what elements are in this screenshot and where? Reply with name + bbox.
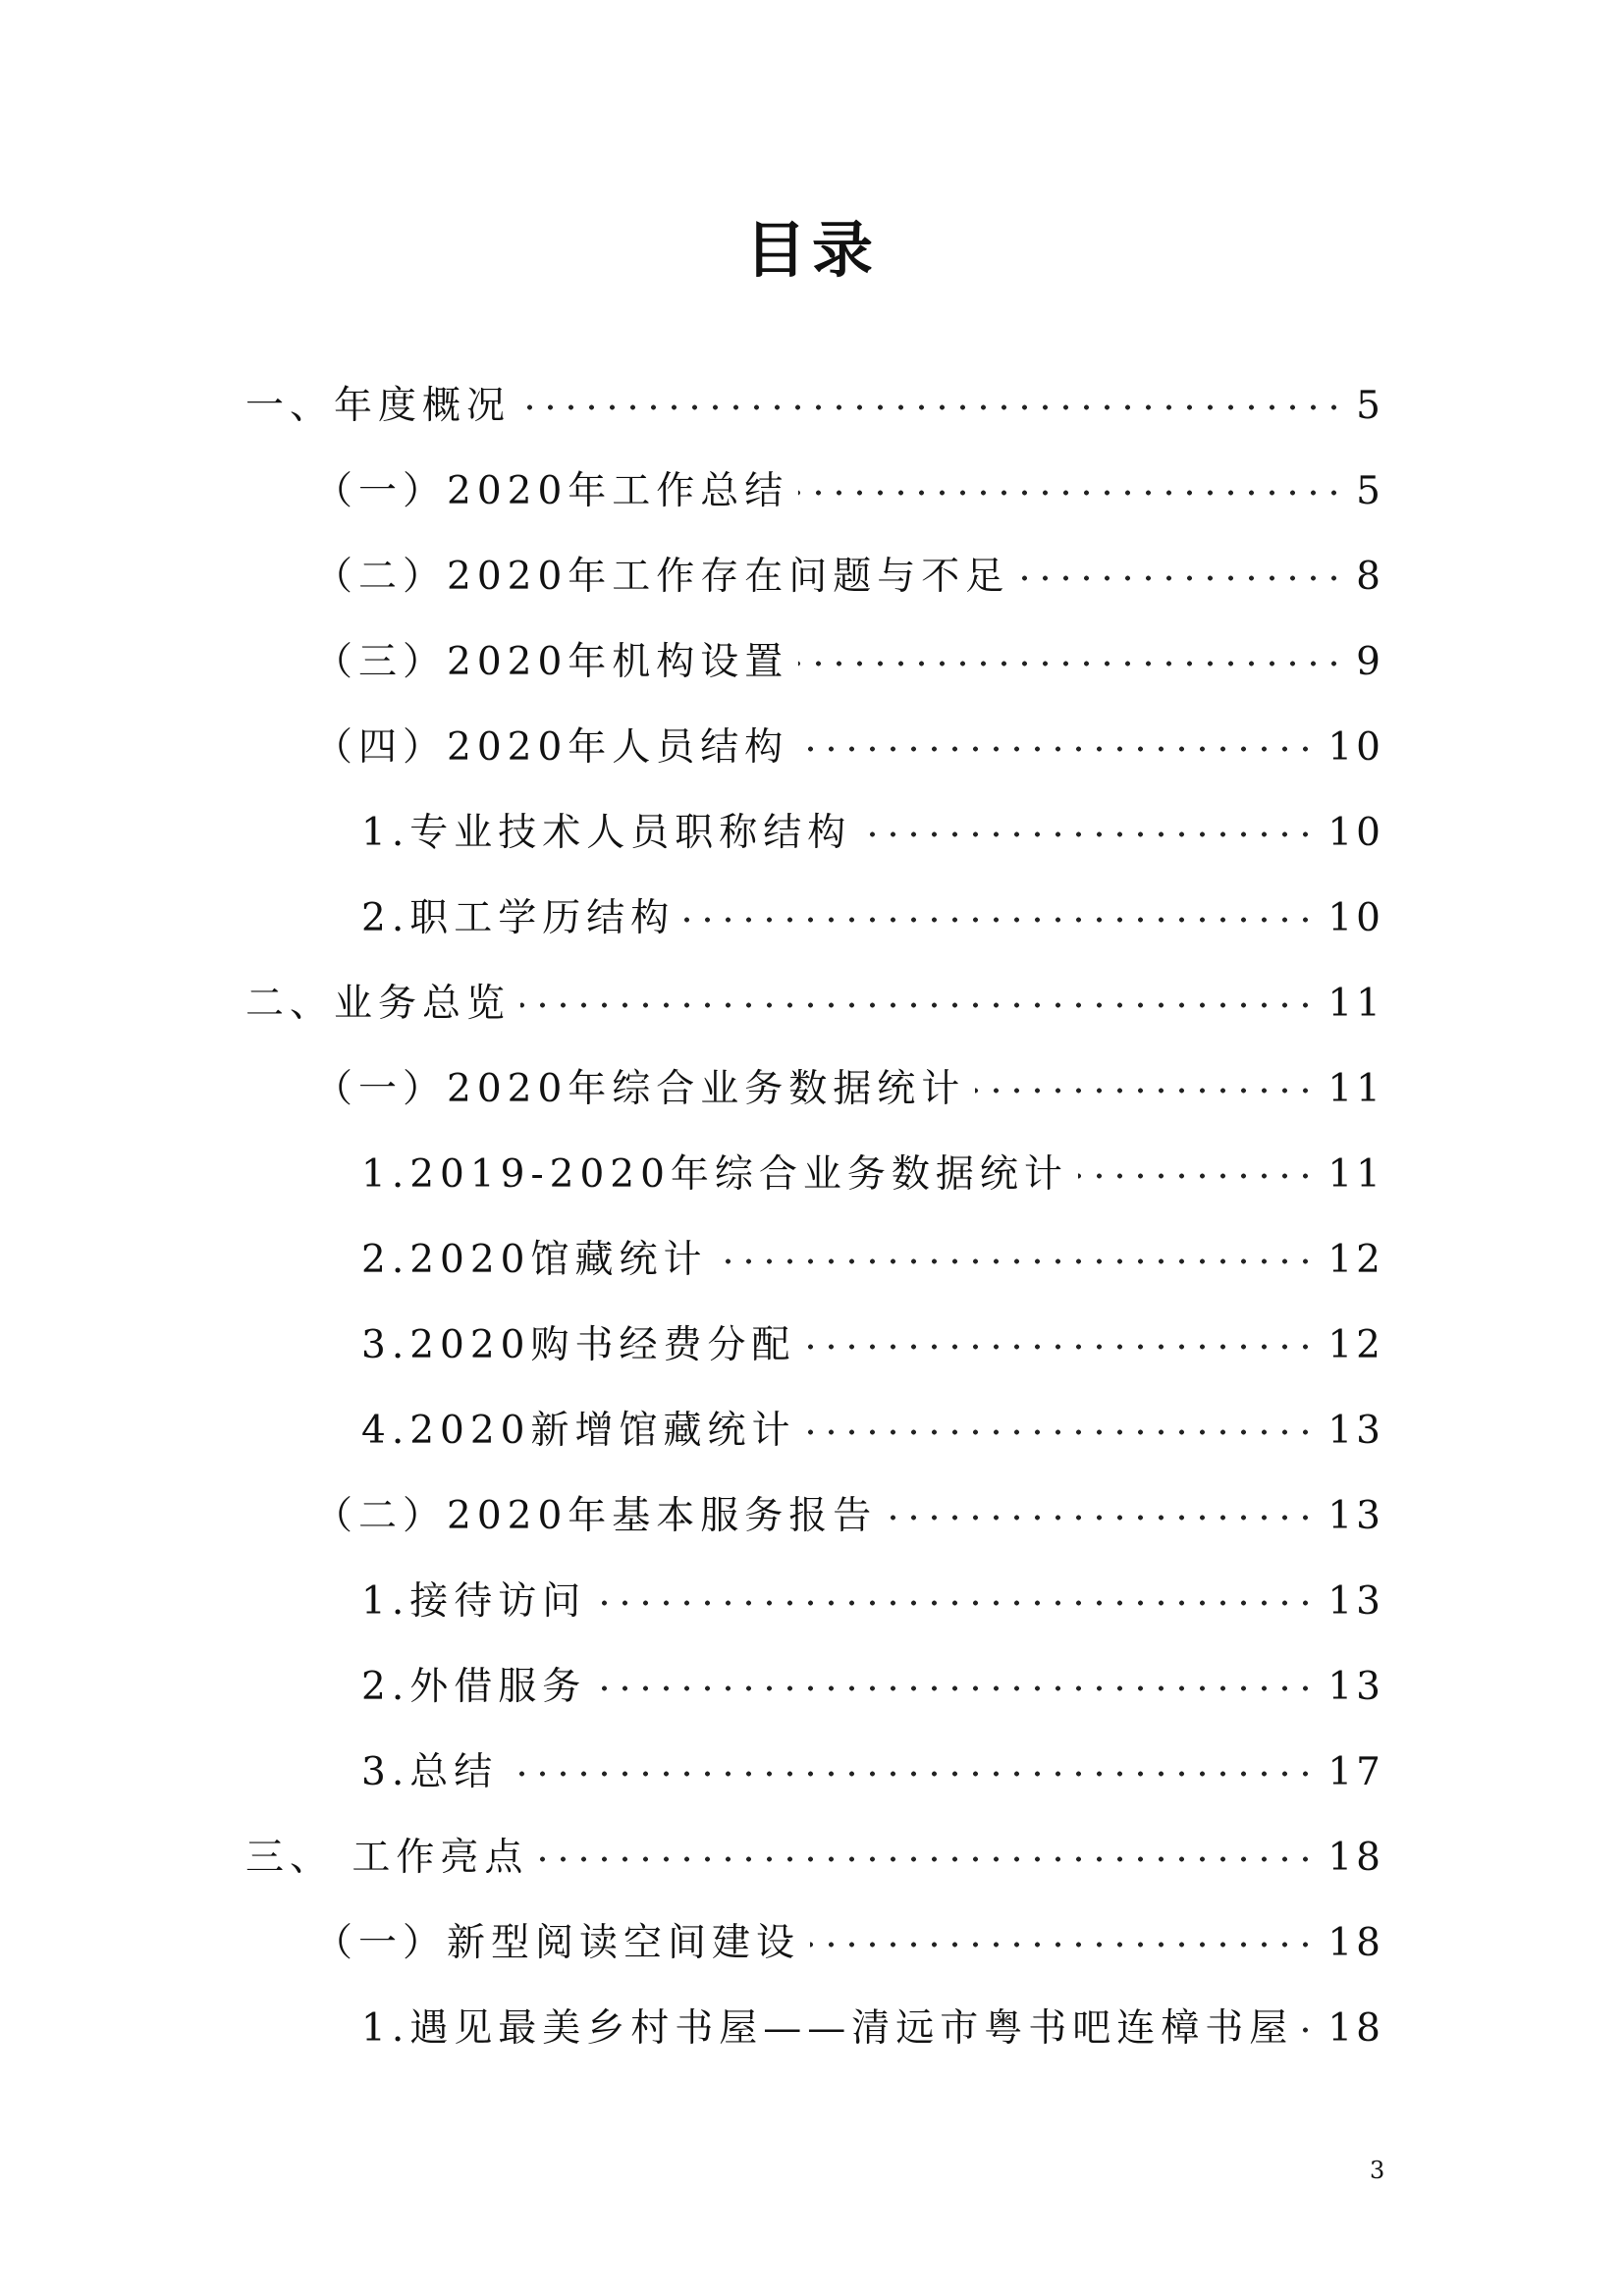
toc-entry-page: 13: [1327, 1579, 1384, 1624]
toc-entry[interactable]: [0, 2000, 1624, 2058]
toc-entry-text: 2.2020馆藏统计: [361, 1238, 708, 1282]
toc-entry-text: 1.2019-2020年综合业务数据统计: [361, 1152, 1068, 1197]
toc-entry[interactable]: [0, 462, 1624, 521]
toc-leader-dots: [684, 909, 1316, 931]
toc-entry[interactable]: [0, 719, 1624, 777]
toc-entry-page: 17: [1327, 1750, 1384, 1794]
toc-entry-page: 10: [1327, 896, 1384, 940]
toc-entry-page: 18: [1327, 1836, 1384, 1880]
toc-entry-page: 10: [1327, 811, 1384, 855]
toc-leader-dots: [975, 1080, 1316, 1101]
toc-entry-page: 5: [1356, 469, 1384, 513]
toc-leader-dots: [861, 824, 1316, 845]
toc-entry-text: （三）2020年机构设置: [314, 640, 789, 684]
toc-entry-text: 2.外借服务: [361, 1665, 587, 1709]
toc-entry[interactable]: [0, 1829, 1624, 1888]
toc-entry-text: 4.2020新增馆藏统计: [361, 1409, 796, 1453]
toc-entry-page: 11: [1327, 1152, 1384, 1197]
toc-entry[interactable]: [0, 1146, 1624, 1204]
toc-entry-text: 3.总结: [361, 1750, 499, 1794]
toc-leader-dots: [717, 1251, 1316, 1272]
toc-entry-page: 18: [1327, 2006, 1384, 2051]
toc-entry[interactable]: [0, 1743, 1624, 1802]
toc-entry-text: 1.遇见最美乡村书屋——清远市粤书吧连樟书屋: [361, 2006, 1294, 2051]
toc-leader-dots: [887, 1507, 1316, 1528]
toc-entry-page: 13: [1327, 1665, 1384, 1709]
toc-entry-text: （一）新型阅读空间建设: [314, 1921, 801, 1965]
toc-entry-text: （一）2020年综合业务数据统计: [314, 1067, 966, 1111]
toc-entry-text: 1.专业技术人员职称结构: [361, 811, 852, 855]
toc-entry-text: 三、 工作亮点: [245, 1836, 529, 1880]
toc-entry-page: 11: [1327, 982, 1384, 1026]
toc-leader-dots: [508, 1763, 1316, 1785]
toc-entry-text: （二）2020年工作存在问题与不足: [314, 555, 1010, 599]
page-number: 3: [1370, 2157, 1385, 2184]
page-title: 目录: [744, 214, 879, 286]
toc-entry-text: 1.接待访问: [361, 1579, 587, 1624]
toc-entry[interactable]: [0, 1402, 1624, 1461]
toc-entry-page: 10: [1327, 725, 1384, 770]
toc-entry-text: （一）2020年工作总结: [314, 469, 789, 513]
toc-leader-dots: [520, 397, 1344, 418]
toc-entry-page: 11: [1327, 1067, 1384, 1111]
toc-entry-page: 12: [1327, 1323, 1384, 1367]
toc-entry-page: 5: [1356, 384, 1384, 428]
toc-leader-dots: [1078, 1165, 1316, 1187]
toc-entry[interactable]: [0, 1573, 1624, 1631]
toc-entry-text: 二、业务总览: [245, 982, 512, 1026]
toc-entry-page: 12: [1327, 1238, 1384, 1282]
toc-entry[interactable]: [0, 377, 1624, 436]
toc-entry[interactable]: [0, 1487, 1624, 1546]
toc-leader-dots: [805, 1421, 1316, 1443]
toc-entry-text: 一、年度概况: [245, 384, 512, 428]
toc-entry-text: 2.职工学历结构: [361, 896, 676, 940]
toc-entry-text: （四）2020年人员结构: [314, 725, 789, 770]
toc-entry[interactable]: [0, 975, 1624, 1034]
toc-entry[interactable]: [0, 1658, 1624, 1717]
toc-leader-dots: [798, 653, 1344, 674]
toc-entry-text: （二）2020年基本服务报告: [314, 1494, 878, 1538]
toc-entry-page: 9: [1356, 640, 1384, 684]
toc-entry[interactable]: [0, 889, 1624, 948]
toc-entry-page: 13: [1327, 1409, 1384, 1453]
toc-leader-dots: [798, 482, 1344, 504]
toc-entry[interactable]: [0, 1231, 1624, 1290]
toc-leader-dots: [805, 1336, 1316, 1358]
toc-entry-text: 3.2020购书经费分配: [361, 1323, 796, 1367]
toc-entry-page: 8: [1356, 555, 1384, 599]
toc-leader-dots: [596, 1678, 1316, 1699]
toc-leader-dots: [596, 1592, 1316, 1614]
toc-leader-dots: [538, 1848, 1316, 1870]
toc-entry[interactable]: [0, 1316, 1624, 1375]
toc-leader-dots: [810, 1934, 1316, 1955]
toc-leader-dots: [1019, 567, 1344, 589]
toc-entry-page: 18: [1327, 1921, 1384, 1965]
toc-entry[interactable]: [0, 804, 1624, 863]
toc-entry[interactable]: [0, 1060, 1624, 1119]
toc-entry[interactable]: [0, 1914, 1624, 1973]
toc-entry[interactable]: [0, 548, 1624, 607]
toc-leader-dots: [798, 738, 1316, 760]
toc-leader-dots: [1303, 2019, 1316, 2041]
toc-entry[interactable]: [0, 633, 1624, 692]
toc-entry-page: 13: [1327, 1494, 1384, 1538]
toc-leader-dots: [520, 994, 1316, 1016]
